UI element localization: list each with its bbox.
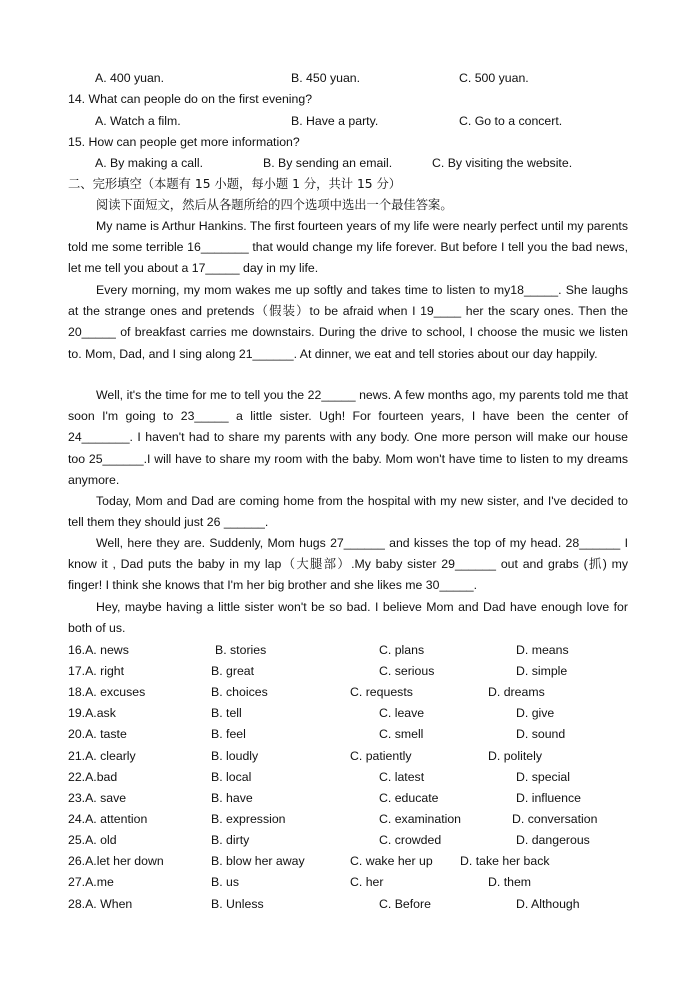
q23-option-d: D. influence	[516, 791, 581, 805]
q18-option-c: C. requests	[350, 685, 413, 699]
q21-option-a: 21.A. clearly	[68, 749, 136, 763]
q15-option-a: A. By making a call.	[95, 156, 203, 170]
passage-paragraph-3: Well, it's the time for me to tell you the 22_____ news. A few months ago, my parents told me that soon I'm going to 23_____ a little sister. Ugh! For fourteen years, I have been the center of 24_______. I haven't had to share my parents with any body. One more person will make our house too 25______.I will have to share my room with the baby. Mom won't have time to listen to my dreams anymore.	[68, 388, 628, 487]
q18-option-d: D. dreams	[488, 685, 545, 699]
q21-option-d: D. politely	[488, 749, 542, 763]
passage-paragraph-5: Well, here they are. Suddenly, Mom hugs 27______ and kisses the top of my head. 28______ I know it , Dad puts the baby in my lap（大腿部）.My baby sister 29______ out and grabs (抓) my finger! I think she knows that I'm her big brother and she likes me 30_____.	[68, 536, 628, 593]
q19-option-b: B. tell	[211, 706, 242, 720]
q28-option-b: B. Unless	[211, 897, 264, 911]
q16-option-d: D. means	[516, 643, 569, 657]
q23-option-c: C. educate	[379, 791, 439, 805]
q26-option-a: 26.A.let her down	[68, 854, 164, 868]
q26-option-b: B. blow her away	[211, 854, 305, 868]
q23-option-a: 23.A. save	[68, 791, 127, 805]
passage-paragraph-2: Every morning, my mom wakes me up softly and takes time to listen to my18_____. She laughs at the strange ones and pretends（假装）to be afraid when I 19____ her the scary ones. Then the 20_____ of breakfast carries me downstairs. During the drive to school, I choose the music we listen to. Mom, Dad, and I sing along 21______. At dinner, we eat and tell stories about our day happily.	[68, 283, 628, 361]
q17-option-d: D. simple	[516, 664, 568, 678]
q24-option-d: D. conversation	[512, 812, 598, 826]
q19-option-d: D. give	[516, 706, 555, 720]
prev-option-b: B. 450 yuan.	[291, 71, 361, 85]
q26-option-d: D. take her back	[460, 854, 550, 868]
q17-option-c: C. serious	[379, 664, 435, 678]
q22-option-a: 22.A.bad	[68, 770, 118, 784]
q25-option-c: C. crowded	[379, 833, 442, 847]
q22-option-c: C. latest	[379, 770, 425, 784]
q28-option-d: D. Although	[516, 897, 580, 911]
q24-option-b: B. expression	[211, 812, 286, 826]
q15-stem: 15. How can people get more information?	[68, 135, 300, 149]
q28-option-a: 28.A. When	[68, 897, 133, 911]
q19-option-c: C. leave	[379, 706, 425, 720]
q16-option-c: C. plans	[379, 643, 425, 657]
passage-paragraph-1: My name is Arthur Hankins. The first fourteen years of my life were nearly perfect until my parents told me some terrible 16_______ that would change my life forever. But before I tell you the bad news, let me tell you about a 17_____ day in my life.	[68, 219, 628, 276]
q17-option-a: 17.A. right	[68, 664, 125, 678]
q22-option-d: D. special	[516, 770, 570, 784]
q21-option-b: B. loudly	[211, 749, 259, 763]
prev-option-c: C. 500 yuan.	[459, 71, 529, 85]
section-heading: 二、完形填空（本题有 15 小题，每小题 1 分，共计 15 分）	[68, 177, 402, 191]
q14-option-b: B. Have a party.	[291, 114, 379, 128]
q20-option-a: 20.A. taste	[68, 727, 127, 741]
q27-option-a: 27.A.me	[68, 875, 114, 889]
q25-option-a: 25.A. old	[68, 833, 117, 847]
q18-option-a: 18.A. excuses	[68, 685, 146, 699]
q27-option-b: B. us	[211, 875, 240, 889]
q28-option-c: C. Before	[379, 897, 431, 911]
q15-option-b: B. By sending an email.	[263, 156, 393, 170]
passage-paragraph-6: Hey, maybe having a little sister won't be so bad. I believe Mom and Dad have enough love for both of us.	[68, 600, 628, 636]
q24-option-c: C. examination	[379, 812, 462, 826]
q20-option-b: B. feel	[211, 727, 246, 741]
q19-option-a: 19.A.ask	[68, 706, 116, 720]
passage-paragraph-4: Today, Mom and Dad are coming home from the hospital with my new sister, and I've decided to tell them they should just 26 ______.	[68, 494, 628, 530]
q17-option-b: B. great	[211, 664, 255, 678]
q18-option-b: B. choices	[211, 685, 268, 699]
q27-option-d: D. them	[488, 875, 532, 889]
q25-option-d: D. dangerous	[516, 833, 590, 847]
section-instruction: 阅读下面短文，然后从各题所给的四个选项中选出一个最佳答案。	[96, 198, 453, 212]
q25-option-b: B. dirty	[211, 833, 250, 847]
q20-option-d: D. sound	[516, 727, 566, 741]
q21-option-c: C. patiently	[350, 749, 412, 763]
q16-option-b: B. stories	[215, 643, 267, 657]
q24-option-a: 24.A. attention	[68, 812, 148, 826]
q27-option-c: C. her	[350, 875, 384, 889]
q16-option-a: 16.A. news	[68, 643, 129, 657]
q14-option-a: A. Watch a film.	[95, 114, 181, 128]
q23-option-b: B. have	[211, 791, 253, 805]
q15-option-c: C. By visiting the website.	[432, 156, 573, 170]
q20-option-c: C. smell	[379, 727, 424, 741]
q14-stem: 14. What can people do on the first evening?	[68, 92, 313, 106]
q26-option-c: C. wake her up	[350, 854, 433, 868]
q22-option-b: B. local	[211, 770, 252, 784]
q14-option-c: C. Go to a concert.	[459, 114, 563, 128]
prev-option-a: A. 400 yuan.	[95, 71, 165, 85]
